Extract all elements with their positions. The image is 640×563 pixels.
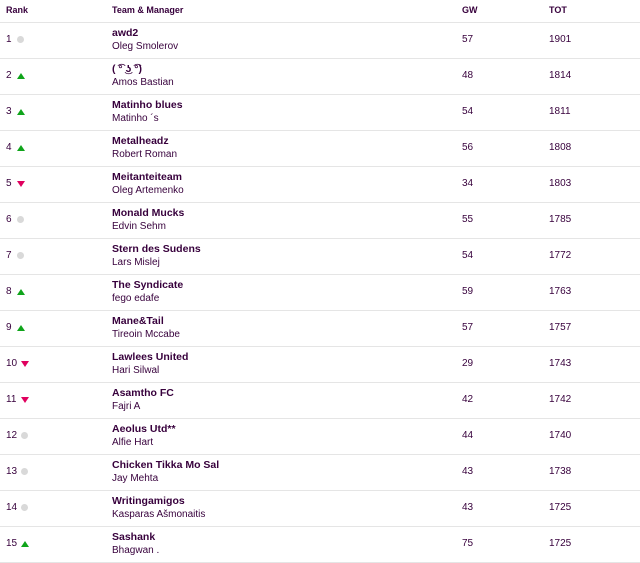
total-points: 1803 — [549, 178, 572, 189]
team-name-link[interactable]: Aeolus Utd** — [112, 423, 176, 435]
total-points: 1814 — [549, 70, 572, 81]
rank-value: 15 — [6, 538, 18, 549]
gameweek-points: 29 — [462, 358, 474, 369]
total-points: 1743 — [549, 358, 572, 369]
total-points: 1757 — [549, 322, 572, 333]
rank-unchanged-dot-icon — [21, 468, 28, 475]
table-body — [0, 23, 640, 563]
gameweek-points: 43 — [462, 502, 474, 513]
tot-column-header: TOT — [549, 5, 567, 15]
team-name-link[interactable]: Matinho blues — [112, 99, 183, 111]
table-row — [0, 455, 640, 491]
table-row — [0, 167, 640, 203]
manager-name: Kasparas Ašmonaitis — [112, 509, 206, 520]
manager-name: Robert Roman — [112, 149, 178, 160]
total-points: 1785 — [549, 214, 572, 225]
gameweek-points: 48 — [462, 70, 474, 81]
table-row — [0, 23, 640, 59]
total-points: 1811 — [549, 106, 571, 117]
gameweek-points: 44 — [462, 430, 474, 441]
team-name-link[interactable]: Stern des Sudens — [112, 243, 201, 255]
rank-up-arrow-icon — [17, 289, 25, 295]
gameweek-points: 56 — [462, 142, 474, 153]
gameweek-points: 57 — [462, 34, 474, 45]
team-name-link[interactable]: Chicken Tikka Mo Sal — [112, 459, 220, 471]
gameweek-points: 59 — [462, 286, 474, 297]
rank-value: 5 — [6, 178, 12, 189]
gameweek-points: 42 — [462, 394, 474, 405]
manager-name: Oleg Smolerov — [112, 41, 179, 52]
table-row — [0, 275, 640, 311]
team-name-link[interactable]: ( ͡° ͜ʖ ͡°) — [112, 63, 142, 75]
rank-unchanged-dot-icon — [21, 504, 28, 511]
gameweek-points: 55 — [462, 214, 474, 225]
manager-name: Matinho ´s — [112, 113, 159, 124]
table-header — [0, 0, 640, 23]
rank-value: 4 — [6, 142, 12, 153]
team-name-link[interactable]: Meitanteiteam — [112, 171, 183, 183]
gameweek-points: 43 — [462, 466, 474, 477]
table-row — [0, 239, 640, 275]
rank-value: 11 — [6, 394, 17, 405]
team-manager-column-header: Team & Manager — [112, 5, 184, 15]
gameweek-points: 57 — [462, 322, 474, 333]
rank-value: 13 — [6, 466, 18, 477]
rank-down-arrow-icon — [21, 361, 29, 367]
table-row — [0, 131, 640, 167]
rank-up-arrow-icon — [17, 325, 25, 331]
manager-name: Fajri A — [112, 401, 141, 412]
total-points: 1808 — [549, 142, 572, 153]
manager-name: Hari Silwal — [112, 365, 160, 376]
table-row — [0, 347, 640, 383]
rank-value: 2 — [6, 70, 12, 81]
table-row — [0, 203, 640, 239]
team-name-link[interactable]: Asamtho FC — [112, 387, 174, 399]
team-name-link[interactable]: The Syndicate — [112, 279, 184, 291]
total-points: 1740 — [549, 430, 572, 441]
manager-name: Jay Mehta — [112, 473, 159, 484]
rank-up-arrow-icon — [21, 541, 29, 547]
manager-name: Alfie Hart — [112, 437, 154, 448]
team-name-link[interactable]: Mane&Tail — [112, 315, 164, 327]
team-name-link[interactable]: awd2 — [112, 27, 139, 39]
team-name-link[interactable]: Metalheadz — [112, 135, 169, 147]
manager-name: Edvin Sehm — [112, 221, 166, 232]
rank-value: 8 — [6, 286, 12, 297]
rank-unchanged-dot-icon — [17, 252, 24, 259]
rank-up-arrow-icon — [17, 145, 25, 151]
gw-column-header: GW — [462, 5, 478, 15]
rank-unchanged-dot-icon — [17, 36, 24, 43]
rank-unchanged-dot-icon — [17, 216, 24, 223]
rank-down-arrow-icon — [17, 181, 25, 187]
table-row — [0, 59, 640, 95]
gameweek-points: 34 — [462, 178, 474, 189]
total-points: 1738 — [549, 466, 572, 477]
table-row — [0, 527, 640, 563]
rank-unchanged-dot-icon — [21, 432, 28, 439]
table-row — [0, 491, 640, 527]
table-row — [0, 383, 640, 419]
total-points: 1763 — [549, 286, 572, 297]
rank-value: 12 — [6, 430, 18, 441]
rank-value: 6 — [6, 214, 12, 225]
team-name-link[interactable]: Sashank — [112, 531, 156, 543]
team-name-link[interactable]: Lawlees United — [112, 351, 189, 363]
total-points: 1742 — [549, 394, 572, 405]
rank-column-header: Rank — [6, 5, 29, 15]
manager-name: Oleg Artemenko — [112, 185, 184, 196]
table-row — [0, 95, 640, 131]
gameweek-points: 54 — [462, 106, 474, 117]
rank-value: 14 — [6, 502, 18, 513]
manager-name: fego edafe — [112, 293, 160, 304]
manager-name: Bhagwan . — [112, 545, 160, 556]
rank-value: 1 — [6, 34, 12, 45]
manager-name: Amos Bastian — [112, 77, 174, 88]
manager-name: Lars Mislej — [112, 257, 160, 268]
rank-value: 10 — [6, 358, 18, 369]
total-points: 1725 — [549, 502, 572, 513]
total-points: 1772 — [549, 250, 572, 261]
total-points: 1725 — [549, 538, 572, 549]
rank-up-arrow-icon — [17, 109, 25, 115]
rank-down-arrow-icon — [21, 397, 29, 403]
rank-up-arrow-icon — [17, 73, 25, 79]
table-row — [0, 419, 640, 455]
table-row — [0, 311, 640, 347]
gameweek-points: 54 — [462, 250, 474, 261]
rank-value: 7 — [6, 250, 12, 261]
gameweek-points: 75 — [462, 538, 474, 549]
total-points: 1901 — [549, 34, 572, 45]
team-name-link[interactable]: Writingamigos — [112, 495, 185, 507]
team-name-link[interactable]: Monald Mucks — [112, 207, 185, 219]
manager-name: Tireoin Mccabe — [112, 329, 180, 340]
rank-value: 3 — [6, 106, 12, 117]
rank-value: 9 — [6, 322, 12, 333]
